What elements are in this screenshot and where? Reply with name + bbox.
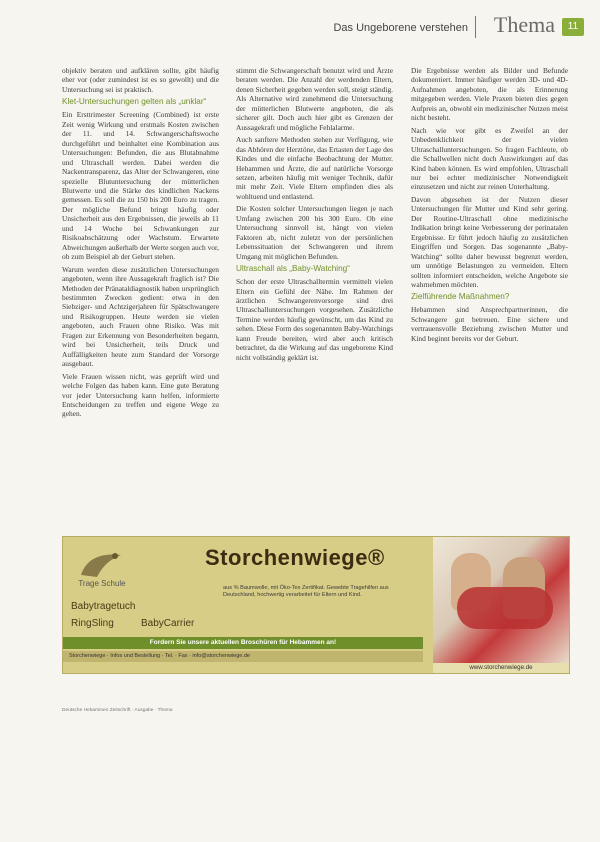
ad-cta-bar: Fordern Sie unsere aktuellen Broschüren für Hebammen an!: [63, 637, 423, 649]
page-header: [0, 10, 600, 40]
subheading: Klet-Untersuchungen gelten als „unklar“: [62, 97, 207, 107]
paragraph: Viele Frauen wissen nicht, was geprüft wird und welche Folgen das haben kann. Eine gute Beratung vor jeder Untersuchung kann helfen, informierte Entscheidungen zu treffen und eigene Wege zu gehen.: [62, 371, 219, 419]
stork-icon: [77, 547, 125, 581]
paragraph: objektiv beraten und aufklären sollte, gibt häufig eher vor (oder zumindest ist es so gewollt) und die Untersuchung sei ist praktisch.: [62, 66, 219, 94]
column-2: [236, 66, 393, 524]
thema-label: Thema: [493, 12, 555, 37]
subheading: Ultraschall als „Baby-Watching“: [236, 264, 350, 274]
paragraph: Auch sanftere Methoden stehen zur Verfügung, wie das Abhören der Herztöne, das Ertasten der Lage des Kindes und die einfache Beobachtung der Mutter. Hebammen und Ärzte, die auf natürliche Vorsorge setzen, arbeiten häufig mit weniger Technik, dafür mit mehr Zeit. Viele Eltern empfinden dies als wohltuend und entlastend.: [236, 135, 393, 201]
ad-contact-bar: Storchenwiege · Infos und Bestellung · Tel. · Fax · info@storchenwiege.de: [63, 651, 423, 662]
paragraph: Nach wie vor gibt es Zweifel an der Unbedenklichkeit der vielen Ultraschalluntersuchungen. So fragen Fachleute, ob die Schallwellen nicht doch Auswirkungen auf das Kind haben können. Es wird empfohlen, Ultraschall nur bei echter medizinischer Notwendigkeit einzusetzen und nicht zur reinen Unterhaltung.: [411, 125, 568, 192]
page-footer: Deutsche Hebammen Zeitschrift · Ausgabe · Thema: [62, 708, 173, 713]
product-babycarrier: BabyCarrier: [141, 618, 195, 629]
paragraph: Die Kosten solcher Untersuchungen liegen je nach Umfang zwischen 200 bis 300 Euro. Ob eine Untersuchung sinnvoll ist, hängt von vielen Faktoren ab, nicht zuletzt von der persönlichen Lebenssituation der Schwangeren und ihrem Umgang mit möglichen Befunden.: [236, 204, 393, 261]
paragraph: Davon abgesehen ist der Nutzen dieser Untersuchungen für Mutter und Kind sehr gering. Der Routine-Ultraschall ohne medizinische Indikation bringt keine Verbesserung der perinatalen Ergebnisse. Er führt jedoch häufig zu zusätzlichen Eingriffen und Sorgen. Das sogenannte „Baby-Watching“ sollte daher bewusst begrenzt werden, um unnötige Belastungen zu vermeiden. Eltern sollten informiert entscheiden, welche Angebote sie wahrnehmen möchten.: [411, 194, 568, 289]
advertisement: [62, 536, 570, 674]
product-babytragetuch: Babytragetuch: [71, 601, 136, 612]
subheading: Zielführende Maßnahmen?: [411, 292, 510, 302]
logo-text: Trage Schule: [78, 579, 126, 588]
section-title: Das Ungeborene verstehen: [333, 22, 468, 34]
ad-logo: [71, 545, 133, 595]
ad-photo: [433, 537, 569, 663]
column-3: [411, 66, 568, 524]
ad-info-text: aus % Baumwolle, mit Öko-Tex Zertifikat. Gewebte Tragehilfen aus Deutschland, hochwertig verarbeitet für Eltern und Kind.: [223, 585, 389, 598]
page-number-badge: 11: [562, 18, 584, 36]
paragraph: Die Ergebnisse werden als Bilder und Befunde dokumentiert. Immer häufiger werden 3D- und 4D-Aufnahmen angeboten, die als Erinnerung mitgegeben werden. Viele Praxen bieten dies gegen Aufpreis an, obwohl ein medizinischer Nutzen meist nicht besteht.: [411, 66, 568, 123]
paragraph: stimmt die Schwangerschaft benutzt wird und Ärzte beraten werden. Die Anzahl der werdenden Eltern, denen Sicherheit gegeben werden soll, steigt ständig. Als Alternative wird zunehmend die Untersuchung der mütterlichen Blutwerte angeboten, die als sicherer gilt. Doch auch hier gibt es Grenzen der Aussagekraft und mögliche Fehlalarme.: [236, 66, 393, 132]
column-1: [62, 66, 219, 524]
paragraph: Hebammen sind Ansprechpartnerinnen, die Schwangere gut betreuen. Eine sichere und vertrauensvolle Beziehung zwischen Mutter und Kind beginnt bereits vor der Geburt.: [411, 305, 568, 343]
ad-url[interactable]: www.storchenwiege.de: [433, 663, 569, 673]
header-divider: [475, 16, 476, 38]
paragraph: Schon der erste Ultraschalltermin vermittelt vielen Eltern ein Gefühl der Nähe. Im Rahmen der ärztlichen Schwangerenvorsorge sind drei Ultraschalluntersuchungen vorgesehen. Zusätzliche Termine werden häufig gewünscht, um das Kind zu sehen. Diese Form des sogenannten Baby-Watchings kann Freude bereiten, wird aber auch kritisch betrachtet, da die Wirkung auf das ungeborene Kind nicht vollständig geklärt ist.: [236, 277, 393, 362]
baby-sling: [457, 587, 553, 629]
product-ringsling: RingSling: [71, 618, 114, 629]
article-body: [62, 66, 568, 524]
paragraph: Ein Ersttrimester Screening (Combined) ist erste Zeit wenig Wirkung und erstmals Kosten zwischen der 11. und 14. Schwangerschaftswoche durchgeführt und beinhaltet eine Kombination aus Untersuchungen: Befunden, die aus Blutabnahme und Ultraschall werden. Dabei werden die Nackentransparenz, das Alter der Schwangeren, eine spezielle Blutuntersuchung der mütterlichen Blutwerte und die Stärke des kindlichen Nackens gemessen. Es soll die zu 150 bis 200 Euro zu tragen. Der mögliche Befund bringt häufig oder Unsicherheit aus den Ergebnissen, die jeweils ab 11 und 14 Woche bei Schwankungen zur Risikoabschätzung oder Wachstum. Erwartete Abweichungen außerhalb der Werte sorgen auch vor, ob zum Beispiel ab der Geburt stehen.: [62, 110, 219, 262]
paragraph: Warum werden diese zusätzlichen Untersuchungen angeboten, wenn ihre Aussagekraft fraglich ist? Die Methoden der Pränataldiagnostik haben ursprünglich bestimmten Zwecken gedient: etwa in den Siebziger- und Achtzigerjahren für Spätschwangere und Risikogruppen. Heute werden sie vielen angeboten, auch Frauen ohne Risiko. Was mit Fragen zur Erkennung von Besonderheiten begann, wird bei Unsicherheit, teils Druck und Auffälligkeiten heute zum Standard der Vorsorge ausgebaut.: [62, 264, 219, 369]
brand-name: Storchenwiege®: [205, 545, 385, 570]
